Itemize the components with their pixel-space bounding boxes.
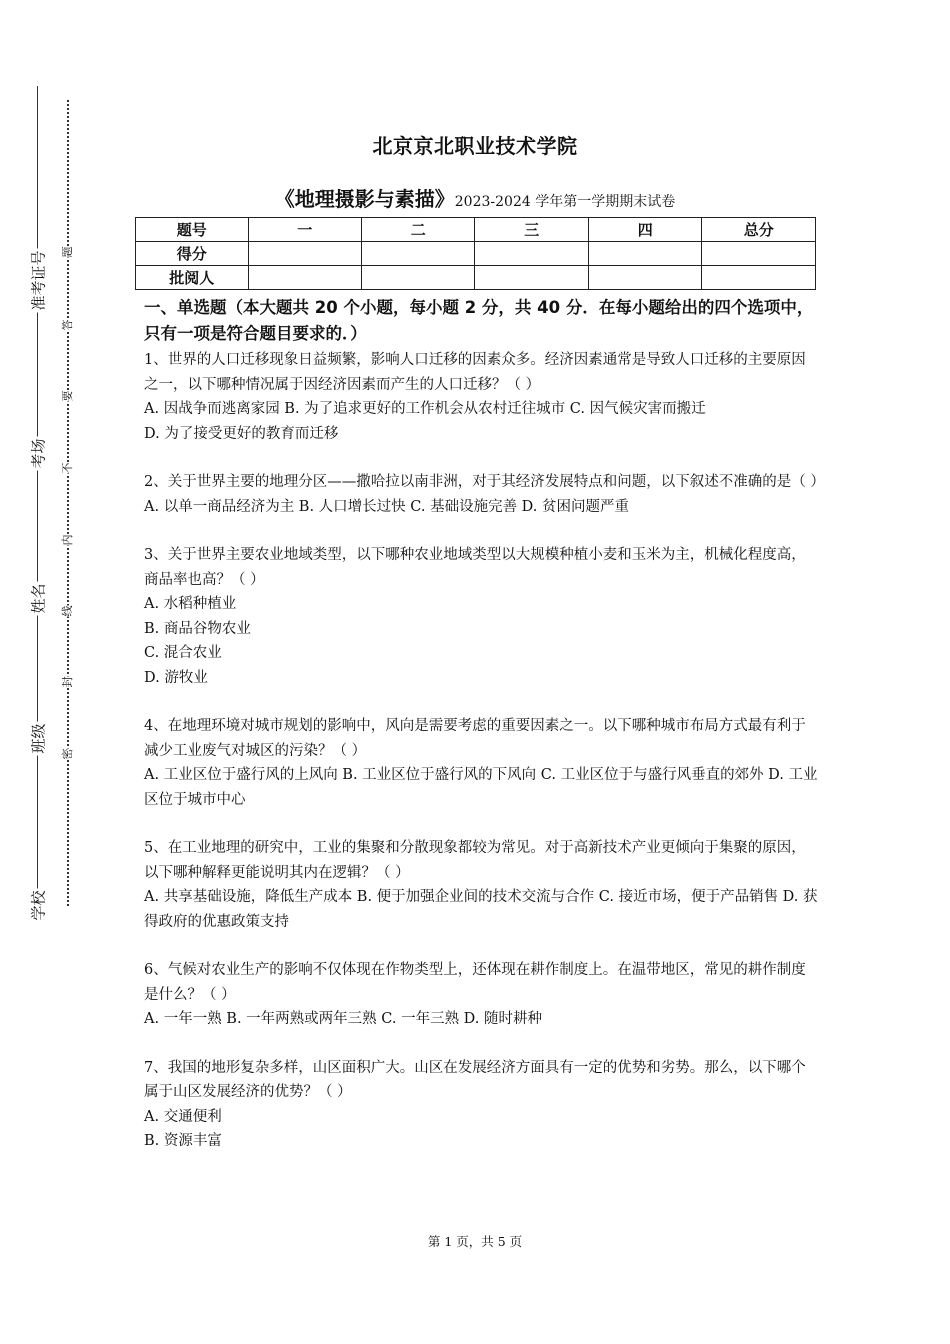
option-line: A. 一年一熟 B. 一年两熟或两年三熟 C. 一年三熟 D. 随时耕种 <box>144 1011 543 1027</box>
seal-char: 内 <box>58 535 76 546</box>
question-gap <box>144 690 818 714</box>
score-cell[interactable] <box>588 242 701 266</box>
grader-cell[interactable] <box>702 266 816 290</box>
question-options <box>144 397 818 446</box>
question-1 <box>144 348 818 446</box>
exam-content <box>144 295 825 1154</box>
score-table-header-cell: 三 <box>475 218 588 242</box>
binding-label-exam-room: 考场 <box>29 438 48 469</box>
score-table-row-grader <box>136 266 816 290</box>
score-table-row-label: 得分 <box>136 242 249 266</box>
page-footer: 第 1 页，共 5 页 <box>427 1234 523 1249</box>
question-gap <box>144 1032 818 1056</box>
question-options <box>144 1105 818 1154</box>
binding-label-exam-number: 准考证号 <box>29 250 48 311</box>
option-b: B. 资源丰富 <box>144 1133 222 1149</box>
question-7 <box>144 1056 818 1154</box>
course-name: 《地理摄影与素描》 <box>274 187 455 211</box>
score-table-row-score <box>136 242 816 266</box>
score-table-row-label: 批阅人 <box>136 266 249 290</box>
option-a: A. 水稻种植业 <box>144 596 237 612</box>
question-options <box>144 1007 818 1032</box>
score-table-header-cell: 一 <box>248 218 361 242</box>
question-2 <box>144 470 825 519</box>
question-options <box>144 592 818 690</box>
seal-char: 线 <box>58 606 76 617</box>
exam-term: 2023-2024 学年第一学期期末试卷 <box>454 194 676 210</box>
question-options <box>144 763 818 812</box>
question-stem: 1、世界的人口迁移现象日益频繁，影响人口迁移的因素众多。经济因素通常是导致人口迁移的主要原因之一，以下哪种情况属于因经济因素而产生的人口迁移？（ ） <box>144 352 806 393</box>
question-options <box>144 495 818 520</box>
binding-dotted-line <box>67 100 69 906</box>
school-title: 北京京北职业技术学院 <box>372 134 578 158</box>
grader-cell[interactable] <box>475 266 588 290</box>
question-gap <box>144 934 818 958</box>
question-gap <box>144 812 818 836</box>
question-3 <box>144 543 818 690</box>
seal-char: 封 <box>58 677 76 688</box>
question-stem: 4、在地理环境对城市规划的影响中，风向是需要考虑的重要因素之一。以下哪种城市布局方式最有利于减少工业废气对城区的污染？（ ） <box>144 718 806 759</box>
score-table-header-cell: 二 <box>361 218 474 242</box>
score-table <box>135 217 816 290</box>
section-heading: 一、单选题（本大题共 20 个小题，每小题 2 分，共 40 分．在每小题给出的四个选项中，只有一项是符合题目要求的．） <box>144 298 814 343</box>
grader-cell[interactable] <box>588 266 701 290</box>
option-a: A. 交通便利 <box>144 1108 222 1125</box>
seal-char: 题 <box>58 247 76 258</box>
option-line: A. 因战争而逃离家园 B. 为了追求更好的工作机会从农村迁往城市 C. 因气候灾害而搬迁 <box>144 401 706 417</box>
binding-label-school: 学校 <box>29 890 48 921</box>
score-cell[interactable] <box>361 242 474 266</box>
question-stem: 3、关于世界主要农业地域类型，以下哪种农业地域类型以大规模种植小麦和玉米为主，机械化程度高，商品率也高？（ ） <box>144 547 806 588</box>
score-cell[interactable] <box>702 242 816 266</box>
binding-label-name: 姓名 <box>29 583 48 614</box>
option-c: C. 混合农业 <box>144 645 222 661</box>
question-6 <box>144 958 818 1032</box>
seal-char: 答 <box>58 320 76 331</box>
score-cell[interactable] <box>475 242 588 266</box>
option-b: B. 商品谷物农业 <box>144 620 251 637</box>
option-line: A. 工业区位于盛行风的上风向 B. 工业区位于盛行风的下风向 C. 工业区位于与盛行风垂直的郊外 D. 工业区位于城市中心 <box>144 767 818 808</box>
grader-cell[interactable] <box>361 266 474 290</box>
seal-char: 要 <box>58 391 76 402</box>
question-gap <box>144 446 818 470</box>
question-4 <box>144 714 818 812</box>
option-d: D. 游牧业 <box>144 669 208 686</box>
question-gap <box>144 519 818 543</box>
question-stem: 6、气候对农业生产的影响不仅体现在作物类型上，还体现在耕作制度上。在温带地区，常见的耕作制度是什么？（ ） <box>144 962 806 1003</box>
score-table-header-row <box>136 218 816 242</box>
question-options <box>144 885 818 934</box>
question-5 <box>144 836 818 934</box>
score-table-header-cell: 四 <box>588 218 701 242</box>
option-line: A. 以单一商品经济为主 B. 人口增长过快 C. 基础设施完善 D. 贫困问题严重 <box>144 498 630 515</box>
option-line: A. 共享基础设施，降低生产成本 B. 便于加强企业间的技术交流与合作 C. 接近市场，便于产品销售 D. 获得政府的优惠政策支持 <box>144 889 818 930</box>
score-cell[interactable] <box>248 242 361 266</box>
score-table-header-cell: 总分 <box>702 218 816 242</box>
question-stem: 5、在工业地理的研究中，工业的集聚和分散现象都较为常见。对于高新技术产业更倾向于集聚的原因，以下哪种解释更能说明其内在逻辑？（ ） <box>144 840 806 881</box>
question-stem: 7、我国的地形复杂多样，山区面积广大。山区在发展经济方面具有一定的优势和劣势。那么，以下哪个属于山区发展经济的优势？（ ） <box>144 1059 806 1100</box>
score-table-header-cell: 题号 <box>136 218 249 242</box>
exam-subtitle <box>0 183 950 212</box>
grader-cell[interactable] <box>248 266 361 290</box>
option-line: D. 为了接受更好的教育而迁移 <box>144 425 339 442</box>
question-stem: 2、关于世界主要的地理分区——撒哈拉以南非洲，对于其经济发展特点和问题，以下叙述不准确的是（ ） <box>144 474 825 490</box>
binding-label-class: 班级 <box>29 723 48 754</box>
seal-char: 不 <box>58 463 76 474</box>
seal-char: 密 <box>58 749 76 760</box>
